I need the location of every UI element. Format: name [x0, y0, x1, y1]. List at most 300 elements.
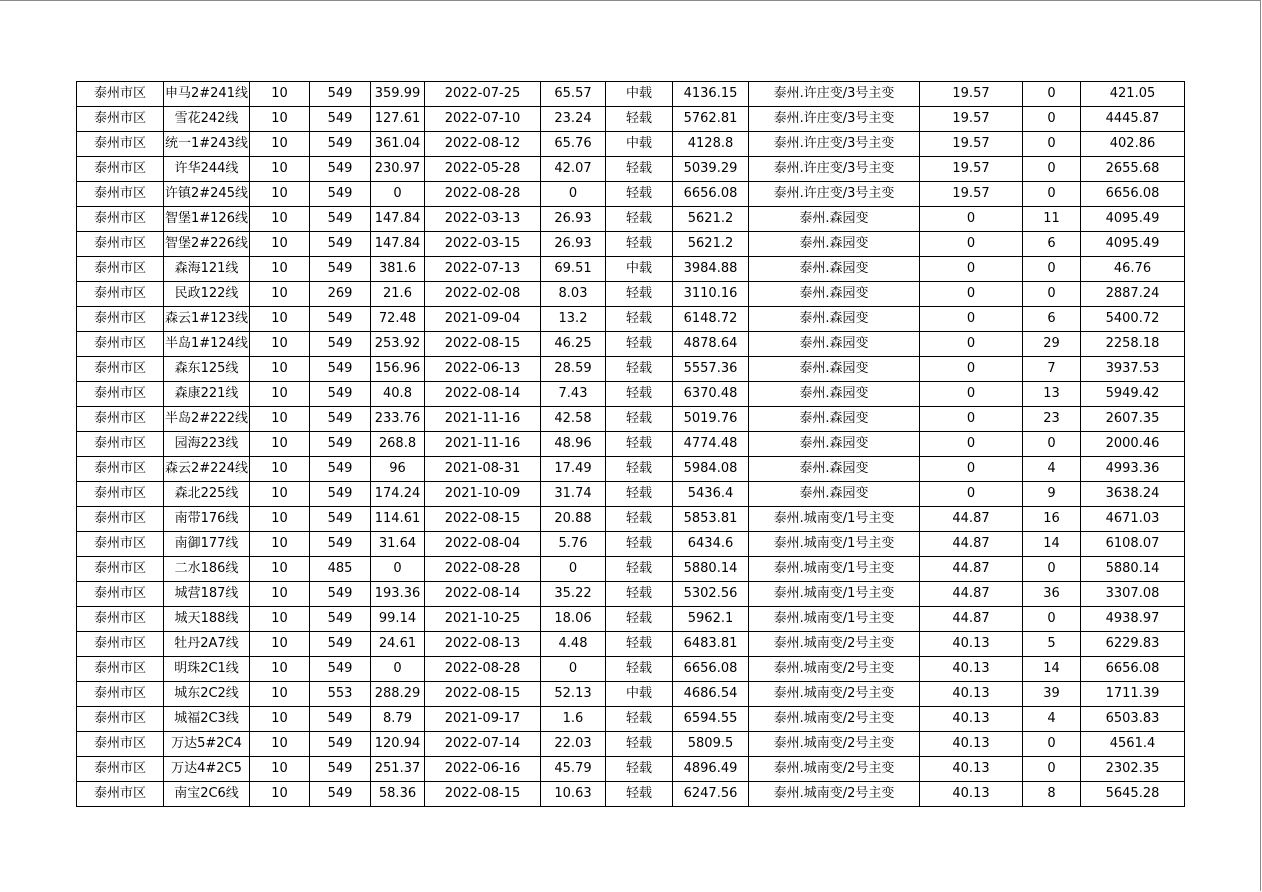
rated-current-cell: 549 [310, 232, 371, 257]
line-name-cell: 申马2#241线 [164, 82, 250, 107]
table-row [77, 707, 1185, 732]
load-status-cell: 轻载 [606, 282, 673, 307]
max-current-cell: 58.36 [371, 782, 425, 807]
table-row [77, 457, 1185, 482]
count-cell: 0 [1023, 82, 1081, 107]
date-cell: 2022-08-14 [425, 582, 541, 607]
table-row [77, 182, 1185, 207]
load-rate-cell: 28.59 [541, 357, 606, 382]
voltage-cell: 10 [250, 257, 310, 282]
remaining-capacity-cell: 6148.72 [673, 307, 749, 332]
transformer-load-cell: 44.87 [920, 582, 1023, 607]
remaining-capacity-cell: 5557.36 [673, 357, 749, 382]
transformer-load-cell: 40.13 [920, 782, 1023, 807]
remaining-capacity-cell: 4878.64 [673, 332, 749, 357]
date-cell: 2022-08-15 [425, 682, 541, 707]
load-status-cell: 轻载 [606, 557, 673, 582]
load-rate-cell: 45.79 [541, 757, 606, 782]
load-status-cell: 轻载 [606, 482, 673, 507]
max-current-cell: 21.6 [371, 282, 425, 307]
substation-cell: 泰州.森园变 [749, 357, 920, 382]
available-capacity-cell: 2655.68 [1081, 157, 1185, 182]
region-cell: 泰州市区 [77, 432, 164, 457]
date-cell: 2021-10-09 [425, 482, 541, 507]
load-rate-cell: 46.25 [541, 332, 606, 357]
rated-current-cell: 549 [310, 307, 371, 332]
remaining-capacity-cell: 5039.29 [673, 157, 749, 182]
voltage-cell: 10 [250, 307, 310, 332]
remaining-capacity-cell: 6656.08 [673, 657, 749, 682]
available-capacity-cell: 2607.35 [1081, 407, 1185, 432]
available-capacity-cell: 2258.18 [1081, 332, 1185, 357]
remaining-capacity-cell: 5962.1 [673, 607, 749, 632]
table-row [77, 107, 1185, 132]
max-current-cell: 40.8 [371, 382, 425, 407]
load-status-cell: 中载 [606, 682, 673, 707]
date-cell: 2022-08-14 [425, 382, 541, 407]
max-current-cell: 174.24 [371, 482, 425, 507]
available-capacity-cell: 5645.28 [1081, 782, 1185, 807]
available-capacity-cell: 5400.72 [1081, 307, 1185, 332]
table-row [77, 757, 1185, 782]
voltage-cell: 10 [250, 607, 310, 632]
available-capacity-cell: 2887.24 [1081, 282, 1185, 307]
region-cell: 泰州市区 [77, 132, 164, 157]
load-rate-cell: 22.03 [541, 732, 606, 757]
line-name-cell: 民政122线 [164, 282, 250, 307]
voltage-cell: 10 [250, 732, 310, 757]
load-status-cell: 轻载 [606, 407, 673, 432]
max-current-cell: 233.76 [371, 407, 425, 432]
voltage-cell: 10 [250, 382, 310, 407]
transformer-load-cell: 19.57 [920, 157, 1023, 182]
count-cell: 0 [1023, 182, 1081, 207]
region-cell: 泰州市区 [77, 407, 164, 432]
max-current-cell: 147.84 [371, 232, 425, 257]
substation-cell: 泰州.森园变 [749, 207, 920, 232]
substation-cell: 泰州.城南变/2号主变 [749, 657, 920, 682]
region-cell: 泰州市区 [77, 607, 164, 632]
remaining-capacity-cell: 5853.81 [673, 507, 749, 532]
line-name-cell: 森云1#123线 [164, 307, 250, 332]
available-capacity-cell: 421.05 [1081, 82, 1185, 107]
max-current-cell: 251.37 [371, 757, 425, 782]
substation-cell: 泰州.城南变/1号主变 [749, 557, 920, 582]
transformer-load-cell: 0 [920, 457, 1023, 482]
remaining-capacity-cell: 4774.48 [673, 432, 749, 457]
line-name-cell: 南御177线 [164, 532, 250, 557]
rated-current-cell: 549 [310, 757, 371, 782]
region-cell: 泰州市区 [77, 82, 164, 107]
date-cell: 2022-08-04 [425, 532, 541, 557]
load-status-cell: 轻载 [606, 782, 673, 807]
rated-current-cell: 549 [310, 582, 371, 607]
transformer-load-cell: 0 [920, 407, 1023, 432]
transformer-load-cell: 0 [920, 382, 1023, 407]
region-cell: 泰州市区 [77, 732, 164, 757]
date-cell: 2022-08-15 [425, 782, 541, 807]
max-current-cell: 72.48 [371, 307, 425, 332]
date-cell: 2022-07-10 [425, 107, 541, 132]
substation-cell: 泰州.森园变 [749, 432, 920, 457]
transformer-load-cell: 44.87 [920, 507, 1023, 532]
region-cell: 泰州市区 [77, 782, 164, 807]
substation-cell: 泰州.森园变 [749, 407, 920, 432]
transformer-load-cell: 19.57 [920, 182, 1023, 207]
substation-cell: 泰州.森园变 [749, 457, 920, 482]
remaining-capacity-cell: 3984.88 [673, 257, 749, 282]
line-name-cell: 城营187线 [164, 582, 250, 607]
line-name-cell: 城东2C2线 [164, 682, 250, 707]
load-rate-cell: 5.76 [541, 532, 606, 557]
available-capacity-cell: 5949.42 [1081, 382, 1185, 407]
max-current-cell: 99.14 [371, 607, 425, 632]
table-body [77, 82, 1185, 807]
load-status-cell: 中载 [606, 257, 673, 282]
max-current-cell: 230.97 [371, 157, 425, 182]
table-row [77, 407, 1185, 432]
available-capacity-cell: 4445.87 [1081, 107, 1185, 132]
table-row [77, 532, 1185, 557]
count-cell: 16 [1023, 507, 1081, 532]
date-cell: 2022-07-13 [425, 257, 541, 282]
transformer-load-cell: 19.57 [920, 132, 1023, 157]
region-cell: 泰州市区 [77, 457, 164, 482]
load-status-cell: 轻载 [606, 232, 673, 257]
date-cell: 2022-07-25 [425, 82, 541, 107]
rated-current-cell: 549 [310, 732, 371, 757]
region-cell: 泰州市区 [77, 482, 164, 507]
remaining-capacity-cell: 5809.5 [673, 732, 749, 757]
region-cell: 泰州市区 [77, 182, 164, 207]
available-capacity-cell: 5880.14 [1081, 557, 1185, 582]
voltage-cell: 10 [250, 107, 310, 132]
count-cell: 4 [1023, 457, 1081, 482]
remaining-capacity-cell: 5302.56 [673, 582, 749, 607]
remaining-capacity-cell: 5621.2 [673, 232, 749, 257]
max-current-cell: 361.04 [371, 132, 425, 157]
table-row [77, 207, 1185, 232]
rated-current-cell: 549 [310, 707, 371, 732]
load-rate-cell: 52.13 [541, 682, 606, 707]
rated-current-cell: 549 [310, 657, 371, 682]
count-cell: 0 [1023, 282, 1081, 307]
load-rate-cell: 0 [541, 657, 606, 682]
date-cell: 2022-08-12 [425, 132, 541, 157]
remaining-capacity-cell: 5880.14 [673, 557, 749, 582]
substation-cell: 泰州.森园变 [749, 332, 920, 357]
date-cell: 2022-02-08 [425, 282, 541, 307]
remaining-capacity-cell: 6370.48 [673, 382, 749, 407]
available-capacity-cell: 4993.36 [1081, 457, 1185, 482]
remaining-capacity-cell: 4896.49 [673, 757, 749, 782]
load-rate-cell: 48.96 [541, 432, 606, 457]
available-capacity-cell: 6108.07 [1081, 532, 1185, 557]
voltage-cell: 10 [250, 157, 310, 182]
load-rate-cell: 4.48 [541, 632, 606, 657]
count-cell: 6 [1023, 232, 1081, 257]
line-name-cell: 万达4#2C5 [164, 757, 250, 782]
table-row [77, 682, 1185, 707]
count-cell: 13 [1023, 382, 1081, 407]
available-capacity-cell: 6229.83 [1081, 632, 1185, 657]
line-name-cell: 森云2#224线 [164, 457, 250, 482]
count-cell: 39 [1023, 682, 1081, 707]
substation-cell: 泰州.城南变/2号主变 [749, 782, 920, 807]
line-name-cell: 城福2C3线 [164, 707, 250, 732]
line-name-cell: 万达5#2C4 [164, 732, 250, 757]
voltage-cell: 10 [250, 507, 310, 532]
transformer-load-cell: 0 [920, 232, 1023, 257]
voltage-cell: 10 [250, 657, 310, 682]
region-cell: 泰州市区 [77, 207, 164, 232]
rated-current-cell: 549 [310, 107, 371, 132]
rated-current-cell: 549 [310, 457, 371, 482]
available-capacity-cell: 402.86 [1081, 132, 1185, 157]
transformer-load-cell: 40.13 [920, 632, 1023, 657]
max-current-cell: 114.61 [371, 507, 425, 532]
available-capacity-cell: 6656.08 [1081, 182, 1185, 207]
table-row [77, 357, 1185, 382]
voltage-cell: 10 [250, 207, 310, 232]
load-status-cell: 轻载 [606, 382, 673, 407]
rated-current-cell: 549 [310, 607, 371, 632]
date-cell: 2022-06-13 [425, 357, 541, 382]
remaining-capacity-cell: 5019.76 [673, 407, 749, 432]
rated-current-cell: 485 [310, 557, 371, 582]
substation-cell: 泰州.森园变 [749, 482, 920, 507]
remaining-capacity-cell: 4136.15 [673, 82, 749, 107]
table-row [77, 432, 1185, 457]
table-row [77, 257, 1185, 282]
line-name-cell: 半岛1#124线 [164, 332, 250, 357]
count-cell: 0 [1023, 432, 1081, 457]
load-rate-cell: 35.22 [541, 582, 606, 607]
remaining-capacity-cell: 6247.56 [673, 782, 749, 807]
voltage-cell: 10 [250, 357, 310, 382]
rated-current-cell: 549 [310, 207, 371, 232]
count-cell: 0 [1023, 257, 1081, 282]
load-status-cell: 轻载 [606, 532, 673, 557]
line-name-cell: 二水186线 [164, 557, 250, 582]
substation-cell: 泰州.城南变/2号主变 [749, 632, 920, 657]
substation-cell: 泰州.森园变 [749, 282, 920, 307]
remaining-capacity-cell: 6594.55 [673, 707, 749, 732]
transformer-load-cell: 44.87 [920, 557, 1023, 582]
substation-cell: 泰州.城南变/1号主变 [749, 532, 920, 557]
load-rate-cell: 0 [541, 182, 606, 207]
remaining-capacity-cell: 5984.08 [673, 457, 749, 482]
region-cell: 泰州市区 [77, 582, 164, 607]
region-cell: 泰州市区 [77, 757, 164, 782]
available-capacity-cell: 2302.35 [1081, 757, 1185, 782]
voltage-cell: 10 [250, 682, 310, 707]
table-row [77, 382, 1185, 407]
voltage-cell: 10 [250, 582, 310, 607]
line-name-cell: 许华244线 [164, 157, 250, 182]
substation-cell: 泰州.许庄变/3号主变 [749, 82, 920, 107]
voltage-cell: 10 [250, 432, 310, 457]
table-row [77, 307, 1185, 332]
line-name-cell: 园海223线 [164, 432, 250, 457]
load-status-cell: 轻载 [606, 657, 673, 682]
load-rate-cell: 65.57 [541, 82, 606, 107]
rated-current-cell: 549 [310, 507, 371, 532]
line-name-cell: 许镇2#245线 [164, 182, 250, 207]
voltage-cell: 10 [250, 632, 310, 657]
voltage-cell: 10 [250, 482, 310, 507]
transformer-load-cell: 40.13 [920, 707, 1023, 732]
region-cell: 泰州市区 [77, 257, 164, 282]
rated-current-cell: 553 [310, 682, 371, 707]
region-cell: 泰州市区 [77, 382, 164, 407]
max-current-cell: 120.94 [371, 732, 425, 757]
table-row [77, 232, 1185, 257]
count-cell: 0 [1023, 132, 1081, 157]
line-name-cell: 城天188线 [164, 607, 250, 632]
load-status-cell: 轻载 [606, 357, 673, 382]
region-cell: 泰州市区 [77, 507, 164, 532]
region-cell: 泰州市区 [77, 682, 164, 707]
load-status-cell: 轻载 [606, 432, 673, 457]
count-cell: 11 [1023, 207, 1081, 232]
rated-current-cell: 549 [310, 632, 371, 657]
remaining-capacity-cell: 3110.16 [673, 282, 749, 307]
table-row [77, 607, 1185, 632]
remaining-capacity-cell: 5436.4 [673, 482, 749, 507]
date-cell: 2022-06-16 [425, 757, 541, 782]
feeder-load-table [76, 81, 1185, 807]
line-name-cell: 南带176线 [164, 507, 250, 532]
load-status-cell: 轻载 [606, 632, 673, 657]
available-capacity-cell: 3638.24 [1081, 482, 1185, 507]
count-cell: 0 [1023, 732, 1081, 757]
count-cell: 0 [1023, 107, 1081, 132]
load-status-cell: 轻载 [606, 207, 673, 232]
transformer-load-cell: 19.57 [920, 82, 1023, 107]
count-cell: 14 [1023, 657, 1081, 682]
date-cell: 2022-08-15 [425, 507, 541, 532]
load-rate-cell: 31.74 [541, 482, 606, 507]
line-name-cell: 智堡2#226线 [164, 232, 250, 257]
line-name-cell: 智堡1#126线 [164, 207, 250, 232]
available-capacity-cell: 46.76 [1081, 257, 1185, 282]
line-name-cell: 森康221线 [164, 382, 250, 407]
substation-cell: 泰州.城南变/2号主变 [749, 757, 920, 782]
table-row [77, 332, 1185, 357]
voltage-cell: 10 [250, 232, 310, 257]
region-cell: 泰州市区 [77, 282, 164, 307]
table-row [77, 732, 1185, 757]
substation-cell: 泰州.城南变/2号主变 [749, 707, 920, 732]
substation-cell: 泰州.森园变 [749, 307, 920, 332]
load-status-cell: 轻载 [606, 107, 673, 132]
transformer-load-cell: 0 [920, 307, 1023, 332]
rated-current-cell: 549 [310, 432, 371, 457]
region-cell: 泰州市区 [77, 557, 164, 582]
load-status-cell: 轻载 [606, 607, 673, 632]
table-row [77, 632, 1185, 657]
substation-cell: 泰州.城南变/2号主变 [749, 732, 920, 757]
region-cell: 泰州市区 [77, 357, 164, 382]
available-capacity-cell: 4938.97 [1081, 607, 1185, 632]
count-cell: 8 [1023, 782, 1081, 807]
date-cell: 2021-08-31 [425, 457, 541, 482]
transformer-load-cell: 40.13 [920, 657, 1023, 682]
rated-current-cell: 549 [310, 157, 371, 182]
remaining-capacity-cell: 4128.8 [673, 132, 749, 157]
substation-cell: 泰州.城南变/1号主变 [749, 507, 920, 532]
load-status-cell: 轻载 [606, 582, 673, 607]
transformer-load-cell: 44.87 [920, 607, 1023, 632]
remaining-capacity-cell: 6434.6 [673, 532, 749, 557]
transformer-load-cell: 0 [920, 482, 1023, 507]
rated-current-cell: 549 [310, 482, 371, 507]
count-cell: 23 [1023, 407, 1081, 432]
count-cell: 6 [1023, 307, 1081, 332]
table-row [77, 507, 1185, 532]
load-rate-cell: 1.6 [541, 707, 606, 732]
available-capacity-cell: 4671.03 [1081, 507, 1185, 532]
count-cell: 0 [1023, 757, 1081, 782]
available-capacity-cell: 2000.46 [1081, 432, 1185, 457]
rated-current-cell: 549 [310, 182, 371, 207]
date-cell: 2022-08-15 [425, 332, 541, 357]
load-rate-cell: 65.76 [541, 132, 606, 157]
date-cell: 2021-09-17 [425, 707, 541, 732]
voltage-cell: 10 [250, 82, 310, 107]
load-rate-cell: 23.24 [541, 107, 606, 132]
load-status-cell: 轻载 [606, 757, 673, 782]
date-cell: 2022-08-13 [425, 632, 541, 657]
region-cell: 泰州市区 [77, 657, 164, 682]
voltage-cell: 10 [250, 282, 310, 307]
rated-current-cell: 269 [310, 282, 371, 307]
max-current-cell: 268.8 [371, 432, 425, 457]
date-cell: 2021-11-16 [425, 432, 541, 457]
voltage-cell: 10 [250, 757, 310, 782]
region-cell: 泰州市区 [77, 632, 164, 657]
transformer-load-cell: 0 [920, 332, 1023, 357]
substation-cell: 泰州.城南变/2号主变 [749, 682, 920, 707]
load-status-cell: 轻载 [606, 507, 673, 532]
transformer-load-cell: 0 [920, 207, 1023, 232]
load-status-cell: 轻载 [606, 707, 673, 732]
voltage-cell: 10 [250, 182, 310, 207]
voltage-cell: 10 [250, 782, 310, 807]
rated-current-cell: 549 [310, 357, 371, 382]
date-cell: 2021-10-25 [425, 607, 541, 632]
available-capacity-cell: 4561.4 [1081, 732, 1185, 757]
max-current-cell: 0 [371, 657, 425, 682]
load-rate-cell: 20.88 [541, 507, 606, 532]
count-cell: 29 [1023, 332, 1081, 357]
rated-current-cell: 549 [310, 532, 371, 557]
max-current-cell: 31.64 [371, 532, 425, 557]
voltage-cell: 10 [250, 707, 310, 732]
line-name-cell: 牡丹2A7线 [164, 632, 250, 657]
load-status-cell: 轻载 [606, 732, 673, 757]
remaining-capacity-cell: 5621.2 [673, 207, 749, 232]
max-current-cell: 0 [371, 557, 425, 582]
load-rate-cell: 17.49 [541, 457, 606, 482]
count-cell: 0 [1023, 157, 1081, 182]
count-cell: 7 [1023, 357, 1081, 382]
substation-cell: 泰州.城南变/1号主变 [749, 582, 920, 607]
remaining-capacity-cell: 6483.81 [673, 632, 749, 657]
load-status-cell: 轻载 [606, 157, 673, 182]
available-capacity-cell: 3937.53 [1081, 357, 1185, 382]
